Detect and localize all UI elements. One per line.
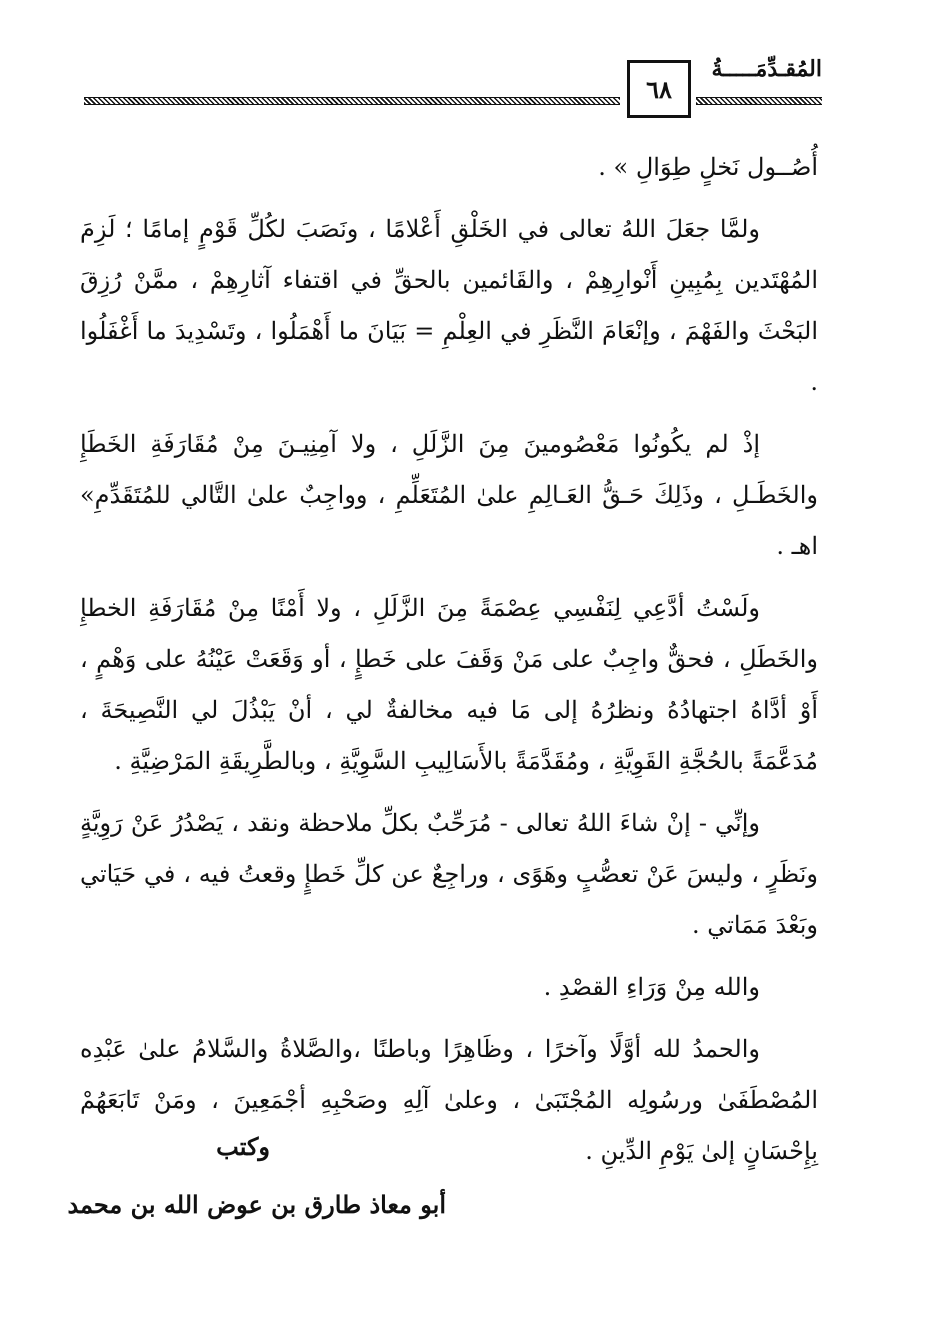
page-number: ٦٨ [646,74,672,104]
running-header-title: المُقـدِّمَـــــةُ [711,56,822,82]
page-number-box [627,60,691,118]
header-rule-left [84,97,620,105]
paragraph: إذْ لم يكُونُوا مَعْصُومينَ مِنَ الزَّلَلِ ، ولا آمِنِيـنَ مِنْ مُقَارَفَةِ الخَطَإِ والخَطَـلِ ، وذَلِكَ حَـقُّ العَـالِمِ علىٰ المُتَعَلِّمِ ، وواجِبٌ علىٰ التَّالي للمُتَقَدِّمِ» اهـ . [80,430,818,560]
header-rule-right [696,97,822,105]
page-header [78,48,828,130]
signature-block [67,1132,818,1242]
paragraph: والحمدُ لله أوَّلًا وآخرًا ، وظَاهِرًا وباطنًا ،والصَّلاةُ والسَّلامُ علىٰ عَبْدِه المُصْطَفَىٰ ورسُولِه المُجْتَبَىٰ ، وعلىٰ آلِهِ وصَحْبِهِ أجْمَعِينَ ، ومَنْ تَابَعَهُمْ بِإِحْسَانٍ إلىٰ يَوْمِ الدِّينِ . [80,1035,818,1165]
paragraph: ولمَّا جعَلَ اللهُ تعالى في الخَلْقِ أَعْلامًا ، ونَصَبَ لكُلِّ قَوْمٍ إمامًا ؛ لَزِمَ المُهْتَدين بِمُبِينِ أَنْوارِهِمْ ، والقَائمين بالحقِّ في اقتفاء آثارِهِمْ ، ممَّنْ رُزِقَ البَحْثَ والفَهْمَ ، وإنْعَامَ النَّظَرِ في العِلْمِ = بَيَانَ ما أَهْمَلُوا ، وتَسْدِيدَ ما أَغْفَلُوا . [80,215,818,396]
page-body [80,142,818,1188]
paragraph: وإنِّي - إنْ شاءَ اللهُ تعالى - مُرَحِّبٌ بكلِّ ملاحظة ونقد ، يَصْدُرُ عَنْ رَوِيَّةٍ ونَظَرٍ ، وليسَ عَنْ تعصُّبٍ وهَوًى ، وراجِعٌ عن كلِّ خَطإٍ وقعتُ فيه ، في حَيَاتي وبَعْدَ مَمَاتي . [80,809,818,939]
paragraph: والله مِنْ وَرَاءِ القصْدِ . [543,973,760,1001]
author-name: أبو معاذ طارق بن عوض الله بن محمد [67,1190,446,1219]
paragraph: ولَسْتُ أدَّعِي لِنَفْسِي عِصْمَةً مِنَ الزَّلَلِ ، ولا أَمْنًا مِنْ مُقَارَفَةِ الخطإِ والخَطَلِ ، فحقٌّ واجِبٌ على مَنْ وَقَفَ على خَطإٍ ، أو وَقَعَتْ عَيْنُهُ على وَهْمٍ ، أَوْ أدَّاهُ اجتهادُهُ ونظرُهُ إلى مَا فيه مخالفةٌ لي ، أنْ يَبْذُلَ لي النَّصِيحَةَ ، مُدَعَّمَةً بالحُجَّةِ القَوِيَّةِ ، ومُقَدَّمَةً بالأَسَالِيبِ السَّوِيَّةِ ، وبالطَّرِيقَةِ المَرْضِيَّةِ . [80,594,818,775]
signature-label: وكتب [216,1132,270,1161]
paragraph-continuation: أُصُــول نَخلٍ طِوَالِ » . [598,153,818,181]
